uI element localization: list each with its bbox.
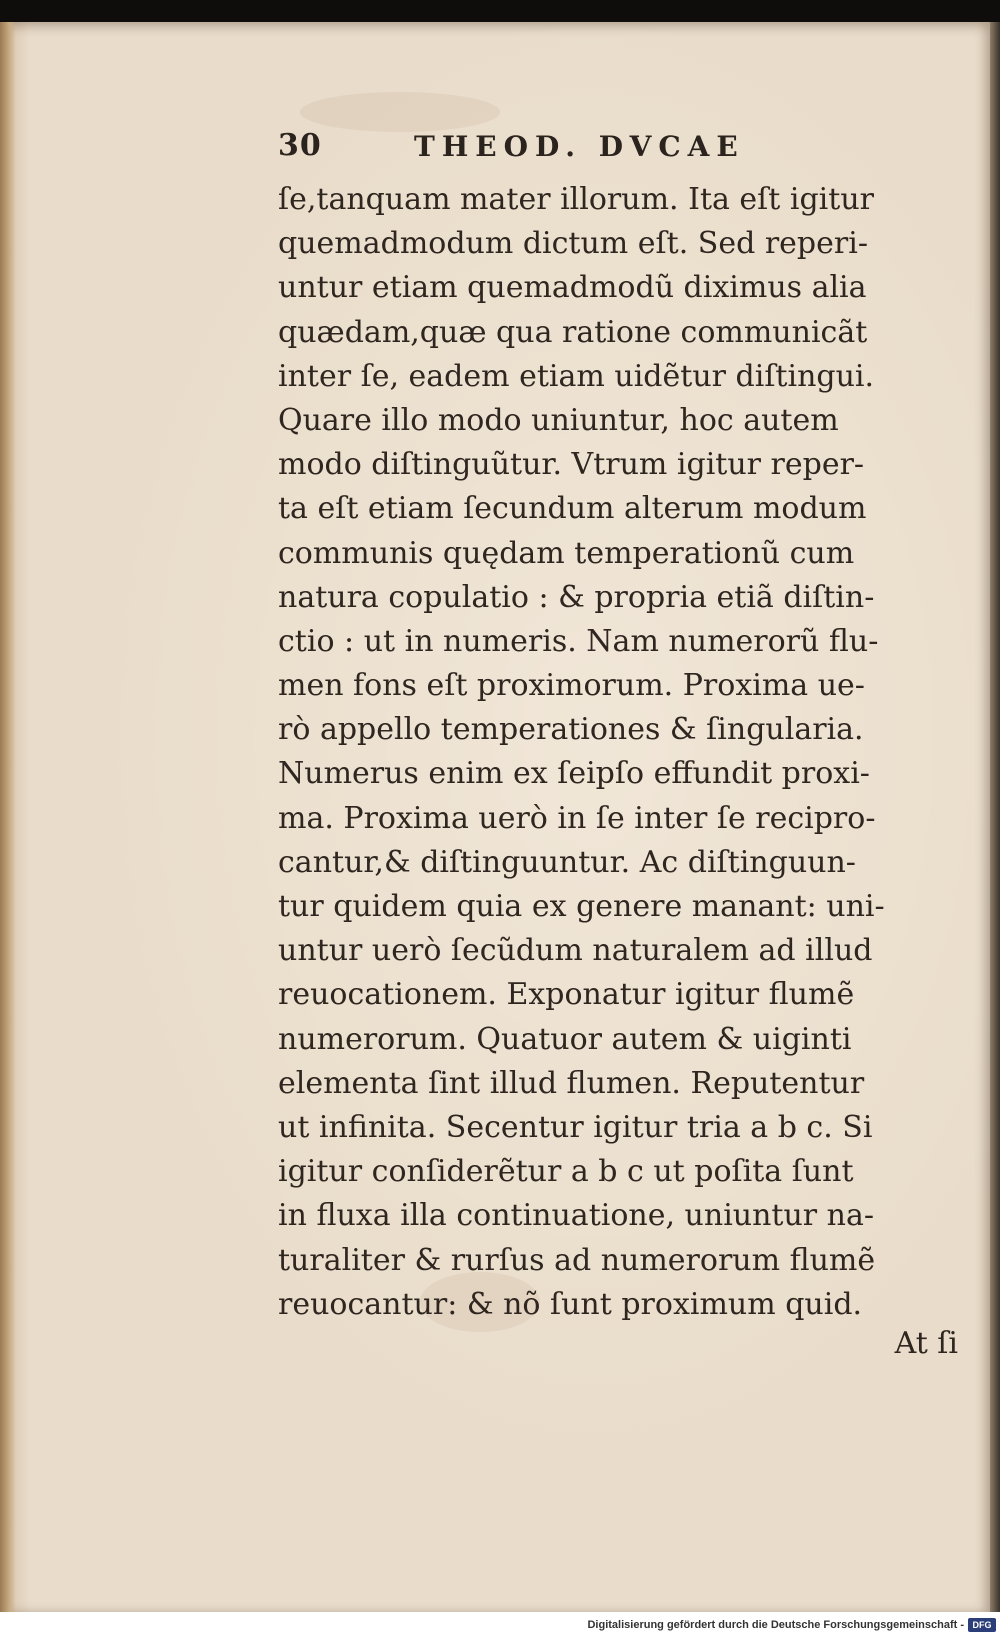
text-line: untur uerò ſecũdum naturalem ad illud [278,933,873,969]
text-line: ta eſt etiam ſecundum alterum modum [278,491,867,527]
text-line: ma. Proxima uerò in ſe inter ſe recipro- [278,800,876,836]
text-line: turaliter & rurſus ad numerorum flumẽ [278,1242,876,1278]
page-fore-edge [990,22,1000,1612]
text-line: natura copulatio : & propria etiã diſtin- [278,579,875,615]
text-line: igitur conſiderẽtur a b c ut poſita ſunt [278,1154,854,1190]
digitization-footer [0,1612,1000,1640]
text-line: untur etiam quemadmodũ diximus alia [278,270,867,306]
page-gutter [0,22,16,1612]
footer-credit: Digitalisierung gefördert durch die Deutsche Forschungsgemeinschaft - [587,1619,964,1631]
text-line: in fluxa illa continuatione, uniuntur na- [278,1198,875,1234]
text-line: modo diſtinguũtur. Vtrum igitur reper- [278,447,865,483]
text-line: rò appello temperationes & ſingularia. [278,712,864,748]
catchword: At ſi [894,1326,958,1361]
text-line: reuocantur: & nõ ſunt proximum quid. [278,1286,863,1322]
running-head [278,128,938,178]
text-line: numerorum. Quatuor autem & uiginti [278,1021,852,1057]
page-number: 30 [278,128,322,163]
text-line: ſe,tanquam mater illorum. Ita eſt igitur [278,182,874,217]
text-line: quædam,quæ qua ratione communicãt [278,314,868,350]
text-line: quemadmodum dictum eſt. Sed reperi- [278,226,868,262]
text-line: men fons eſt proximorum. Proxima ue- [278,668,865,704]
text-line: reuocationem. Exponatur igitur flumẽ [278,977,855,1013]
text-line: elementa ſint illud flumen. Reputentur [278,1065,865,1101]
text-line: Numerus enim ex ſeipſo effundit proxi- [278,756,870,792]
text-line: communis quędam temperationũ cum [278,535,855,571]
scanner-top-edge [0,0,1000,22]
body-text [278,178,958,1327]
text-line: tur quidem quia ex genere manant: uni- [278,889,885,924]
paper-stain [300,92,500,132]
text-line: ctio : ut in numeris. Nam numerorũ flu- [278,623,879,659]
text-line: inter ſe, eadem etiam uidẽtur diſtingui. [278,358,875,394]
running-title: THEOD. DVCAE [414,130,745,163]
text-line: ut infinita. Secentur igitur tria a b c. Si [278,1109,873,1145]
text-line: Quare illo modo uniuntur, hoc autem [278,402,839,438]
text-line: cantur,& diſtinguuntur. Ac diſtinguun- [278,844,856,880]
dfg-logo: DFG [968,1618,996,1632]
